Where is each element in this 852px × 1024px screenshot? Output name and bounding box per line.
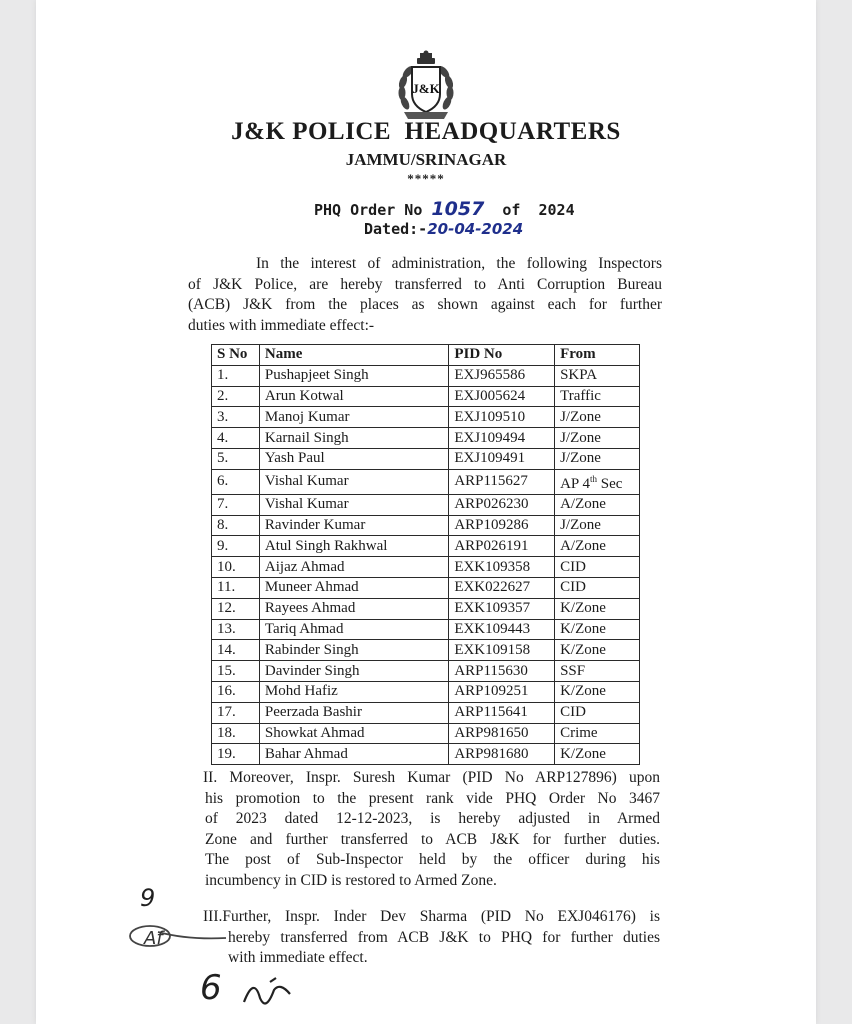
cell-pid: EXK109158 xyxy=(449,640,555,661)
cell-sno: 7. xyxy=(212,494,260,515)
cell-from: J/Zone xyxy=(555,428,640,449)
order-year: 2024 xyxy=(538,201,575,219)
cell-sno: 6. xyxy=(212,469,260,494)
cell-pid: EXK022627 xyxy=(449,577,555,598)
cell-name: Manoj Kumar xyxy=(259,407,448,428)
cell-from: SKPA xyxy=(555,365,640,386)
cell-from: A/Zone xyxy=(555,536,640,557)
table-row xyxy=(212,448,640,469)
table-row xyxy=(212,365,640,386)
cell-pid: ARP981650 xyxy=(449,723,555,744)
cell-sno: 8. xyxy=(212,515,260,536)
cell-name: Vishal Kumar xyxy=(259,469,448,494)
intro-line: (ACB) J&K from the places as shown against each for further xyxy=(188,296,662,313)
cell-from: A/Zone xyxy=(555,494,640,515)
cell-sno: 2. xyxy=(212,386,260,407)
cell-pid: ARP115627 xyxy=(449,469,555,494)
cell-pid: ARP115641 xyxy=(449,702,555,723)
intro-paragraph xyxy=(188,254,662,336)
header-from: From xyxy=(555,345,640,366)
cell-sno: 17. xyxy=(212,702,260,723)
cell-from: CID xyxy=(555,557,640,578)
cell-pid: EXJ965586 xyxy=(449,365,555,386)
cell-name: Pushapjeet Singh xyxy=(259,365,448,386)
table-row xyxy=(212,640,640,661)
cell-name: Peerzada Bashir xyxy=(259,702,448,723)
location-heading: JAMMU/SRINAGAR xyxy=(345,150,507,169)
cell-name: Atul Singh Rakhwal xyxy=(259,536,448,557)
cell-pid: ARP109251 xyxy=(449,681,555,702)
cell-from: AP 4th Sec xyxy=(555,469,640,494)
cell-sno: 1. xyxy=(212,365,260,386)
stars-divider: ***** xyxy=(407,171,445,186)
table-row xyxy=(212,428,640,449)
cell-sno: 9. xyxy=(212,536,260,557)
svg-text:Af: Af xyxy=(144,928,163,949)
order-number: 1057 xyxy=(431,198,485,220)
order-number-line xyxy=(314,198,575,220)
cell-sno: 10. xyxy=(212,557,260,578)
para2-line: his promotion to the present rank vide PHQ Order No 3467 xyxy=(205,789,660,807)
table-row xyxy=(212,536,640,557)
handwritten-initial: 6 xyxy=(200,968,222,1008)
cell-from: SSF xyxy=(555,661,640,682)
cell-name: Mohd Hafiz xyxy=(259,681,448,702)
para2-line: Zone and further transferred to ACB J&K for further duties. xyxy=(205,830,660,848)
cell-pid: EXK109358 xyxy=(449,557,555,578)
table-row xyxy=(212,515,640,536)
table-row xyxy=(212,619,640,640)
cell-name: Showkat Ahmad xyxy=(259,723,448,744)
cell-pid: EXJ109510 xyxy=(449,407,555,428)
table-row xyxy=(212,598,640,619)
para2-line: of 2023 dated 12-12-2023, is hereby adjusted in Armed xyxy=(205,810,660,827)
cell-pid: ARP026230 xyxy=(449,494,555,515)
para2-line: incumbency in CID is restored to Armed Zone. xyxy=(205,871,497,889)
table-row xyxy=(212,407,640,428)
intro-line: In the interest of administration, the following Inspectors xyxy=(256,255,662,272)
cell-name: Bahar Ahmad xyxy=(259,744,448,765)
para2-line: II. Moreover, Inspr. Suresh Kumar (PID No ARP127896) upon xyxy=(203,769,660,786)
cell-from: CID xyxy=(555,702,640,723)
header-sno: S No xyxy=(212,345,260,366)
cell-from: K/Zone xyxy=(555,640,640,661)
table-row xyxy=(212,557,640,578)
cell-name: Tariq Ahmad xyxy=(259,619,448,640)
cell-name: Karnail Singh xyxy=(259,428,448,449)
para3-line: III.Further, Inspr. Inder Dev Sharma (PID No EXJ046176) is xyxy=(203,908,660,925)
table-header-row xyxy=(212,345,640,366)
cell-name: Yash Paul xyxy=(259,448,448,469)
table-body xyxy=(212,365,640,764)
cell-sno: 19. xyxy=(212,744,260,765)
cell-pid: EXJ005624 xyxy=(449,386,555,407)
cell-sno: 11. xyxy=(212,577,260,598)
para2-line: The post of Sub-Inspector held by the officer during his xyxy=(205,851,660,868)
table-row xyxy=(212,744,640,765)
cell-sno: 16. xyxy=(212,681,260,702)
cell-pid: ARP109286 xyxy=(449,515,555,536)
table-row xyxy=(212,681,640,702)
order-date: 20-04-2024 xyxy=(427,220,524,238)
paragraph-ii xyxy=(205,768,660,891)
cell-name: Ravinder Kumar xyxy=(259,515,448,536)
table-row xyxy=(212,469,640,494)
svg-text:J&K: J&K xyxy=(412,81,440,96)
dated-line xyxy=(364,220,523,238)
header-pid: PID No xyxy=(449,345,555,366)
cell-sno: 13. xyxy=(212,619,260,640)
cell-from: CID xyxy=(555,577,640,598)
para3-line: hereby transferred from ACB J&K to PHQ for further duties xyxy=(228,928,660,946)
order-label: PHQ Order No xyxy=(314,201,423,219)
cell-sno: 4. xyxy=(212,428,260,449)
cell-pid: EXK109443 xyxy=(449,619,555,640)
cell-sno: 14. xyxy=(212,640,260,661)
cell-name: Davinder Singh xyxy=(259,661,448,682)
cell-name: Rabinder Singh xyxy=(259,640,448,661)
table-row xyxy=(212,577,640,598)
cell-from: J/Zone xyxy=(555,407,640,428)
handwritten-scribble xyxy=(240,972,300,1012)
cell-from: Traffic xyxy=(555,386,640,407)
table-row xyxy=(212,661,640,682)
cell-name: Rayees Ahmad xyxy=(259,598,448,619)
para3-line: with immediate effect. xyxy=(228,949,368,966)
intro-line: duties with immediate effect:- xyxy=(188,316,375,334)
cell-pid: EXJ109491 xyxy=(449,448,555,469)
cell-sno: 15. xyxy=(212,661,260,682)
cell-from: K/Zone xyxy=(555,744,640,765)
cell-name: Aijaz Ahmad xyxy=(259,557,448,578)
cell-pid: ARP115630 xyxy=(449,661,555,682)
transfer-table xyxy=(211,344,640,765)
police-emblem-logo xyxy=(384,50,468,122)
org-heading: J&K POLICE HEADQUARTERS xyxy=(231,118,621,145)
cell-from: K/Zone xyxy=(555,598,640,619)
cell-sno: 5. xyxy=(212,448,260,469)
cell-from: J/Zone xyxy=(555,448,640,469)
cell-name: Vishal Kumar xyxy=(259,494,448,515)
cell-name: Arun Kotwal xyxy=(259,386,448,407)
cell-from: K/Zone xyxy=(555,681,640,702)
cell-pid: ARP026191 xyxy=(449,536,555,557)
intro-line: of J&K Police, are hereby transferred to Anti Corruption Bureau xyxy=(188,275,662,293)
cell-from: K/Zone xyxy=(555,619,640,640)
cell-sno: 12. xyxy=(212,598,260,619)
table-row xyxy=(212,386,640,407)
order-of-label: of xyxy=(502,201,521,219)
cell-sno: 18. xyxy=(212,723,260,744)
cell-sno: 3. xyxy=(212,407,260,428)
handwritten-signature-mark xyxy=(128,918,228,954)
table-row xyxy=(212,702,640,723)
cell-pid: EXK109357 xyxy=(449,598,555,619)
dated-label: Dated:- xyxy=(364,220,428,238)
cell-pid: ARP981680 xyxy=(449,744,555,765)
cell-from: Crime xyxy=(555,723,640,744)
table-row xyxy=(212,494,640,515)
handwritten-initial: 9 xyxy=(140,884,156,912)
cell-pid: EXJ109494 xyxy=(449,428,555,449)
cell-from: J/Zone xyxy=(555,515,640,536)
header-name: Name xyxy=(259,345,448,366)
cell-name: Muneer Ahmad xyxy=(259,577,448,598)
paragraph-iii xyxy=(203,907,660,969)
table-row xyxy=(212,723,640,744)
